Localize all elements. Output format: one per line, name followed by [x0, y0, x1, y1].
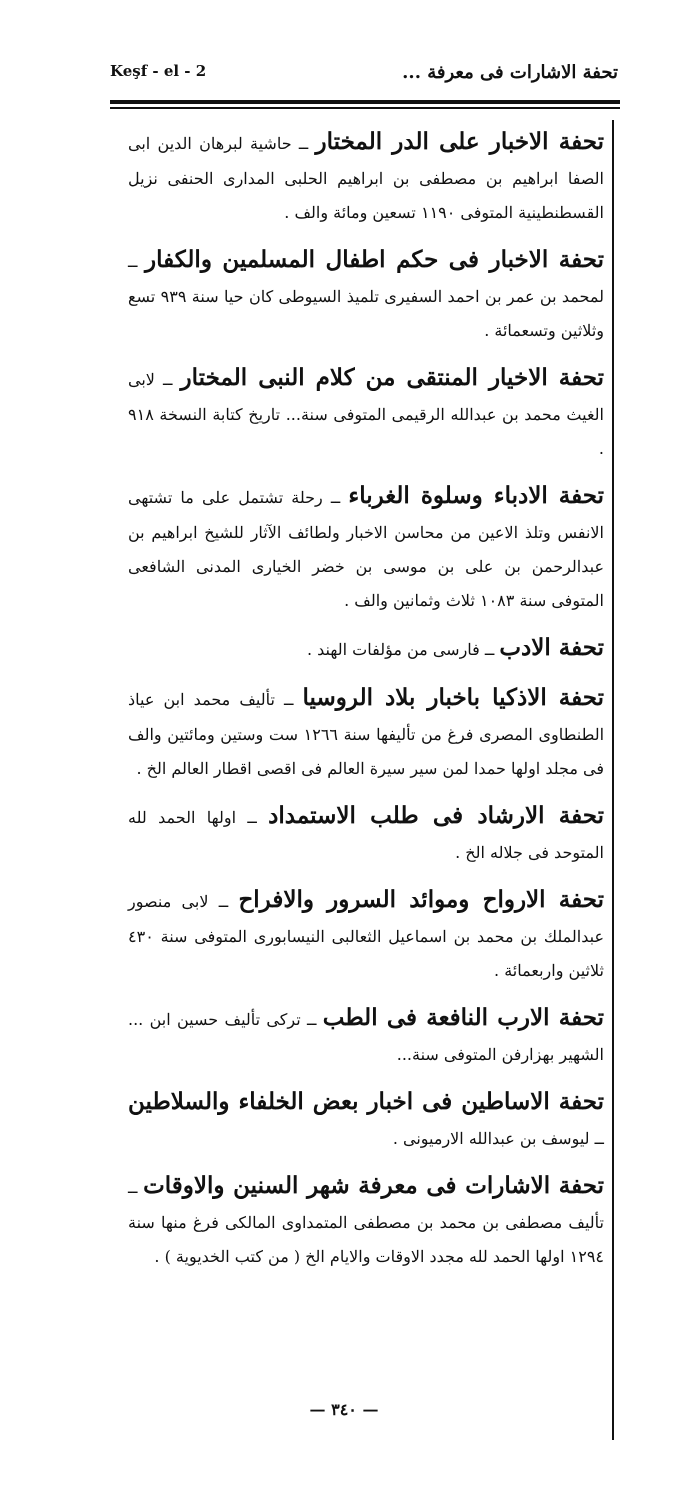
entry	[128, 628, 604, 668]
entry-body: ــ حاشية لبرهان الدين ابى الصفا ابراهيم بن مصطفى بن ابراهيم الحلبى المدارى الحنفى نزيل القسطنطينية المتوفى ١١٩٠ تسعين ومائة والف .	[128, 134, 605, 222]
folio-label: Keşf - el - 2	[110, 62, 207, 80]
entry-body: ــ تأليف مصطفى بن محمد بن مصطفى المتمداوى المالكى فرغ منها سنة ١٢٩٤ اولها الحمد لله مجدد الاوقات والايام الخ ( من كتب الخديوية ) .	[128, 1178, 604, 1266]
entry-title: تحفة الاشارات فى معرفة شهر السنين والاوقات	[143, 1172, 604, 1199]
header-rule-thick	[110, 100, 620, 104]
entry-title: تحفة الادباء وسلوة الغرباء	[348, 482, 605, 509]
entry-title: تحفة الاخبار على الدر المختار	[315, 128, 604, 155]
page-number: — ٣٤٠ —	[309, 1400, 379, 1419]
entry	[128, 1082, 604, 1156]
entry	[128, 678, 604, 786]
entry	[128, 122, 604, 230]
entry-body: ــ رحلة تشتمل على ما تشتهى الانفس وتلذ الاعين من محاسن الاخبار ولطائف الآثار للشيخ ابراهيم بن عبدالرحمن بن على بن موسى بن خضر الخيارى المدنى الشافعى المتوفى سنة ١٠٨٣ ثلاث وثمانين والف .	[128, 488, 605, 610]
header-rule-thin	[110, 107, 620, 109]
entry-body: ــ تركى تأليف حسين ابن ... الشهير بهزارفن المتوفى سنة...	[128, 1010, 604, 1064]
entry-body: ــ فارسى من مؤلفات الهند .	[306, 640, 495, 659]
entry	[128, 358, 604, 466]
entry	[128, 476, 604, 618]
entry-body: ــ لابى الغيث محمد بن عبدالله الرقيمى المتوفى سنة... تاريخ كتابة النسخة ٩١٨ .	[128, 370, 604, 458]
running-title: تحفة الاشارات فى معرفة ...	[402, 62, 618, 83]
entry	[128, 1166, 604, 1274]
entry-title: تحفة الارشاد فى طلب الاستمداد	[268, 802, 604, 829]
entry-title: تحفة الادب	[499, 634, 604, 661]
margin-rule	[612, 120, 614, 1440]
entry	[128, 796, 604, 870]
entry-body: ــ لابى منصور عبدالملك بن محمد بن اسماعيل الثعالبى النيسابورى المتوفى سنة ٤٣٠ ثلاثين واربعمائة .	[128, 892, 604, 980]
entry-title: تحفة الارواح وموائد السرور والافراح	[238, 886, 604, 913]
entry-title: تحفة الارب النافعة فى الطب	[322, 1004, 605, 1031]
entries-column	[128, 122, 604, 1382]
entry	[128, 240, 604, 348]
entry-title: تحفة الاخيار المنتقى من كلام النبى المختار	[180, 364, 604, 391]
entry	[128, 880, 604, 988]
entry-title: تحفة الاذكيا باخبار بلاد الروسيا	[302, 684, 605, 711]
page-header	[110, 62, 618, 98]
entry-title: تحفة الاساطين فى اخبار بعض الخلفاء والسلاطين	[128, 1088, 604, 1115]
entry	[128, 998, 604, 1072]
entry-body: ــ اولها الحمد لله المتوحد فى جلاله الخ .	[128, 808, 604, 862]
entry-body: ــ لمحمد بن عمر بن احمد السفيرى تلميذ السيوطى كان حيا سنة ٩٣٩ تسع وثلاثين وتسعمائة .	[128, 252, 605, 340]
entry-body: ــ ليوسف بن عبدالله الارميونى .	[392, 1129, 604, 1148]
entry-title: تحفة الاخبار فى حكم اطفال المسلمين والكفار	[144, 246, 604, 273]
entry-body: ــ تأليف محمد ابن عياذ الطنطاوى المصرى فرغ من تأليفها سنة ١٢٦٦ ست وستين ومائتين والف فى مجلد اولها حمدا لمن سير سيرة العالم فى اقصى اقطار العالم الخ .	[128, 690, 605, 778]
